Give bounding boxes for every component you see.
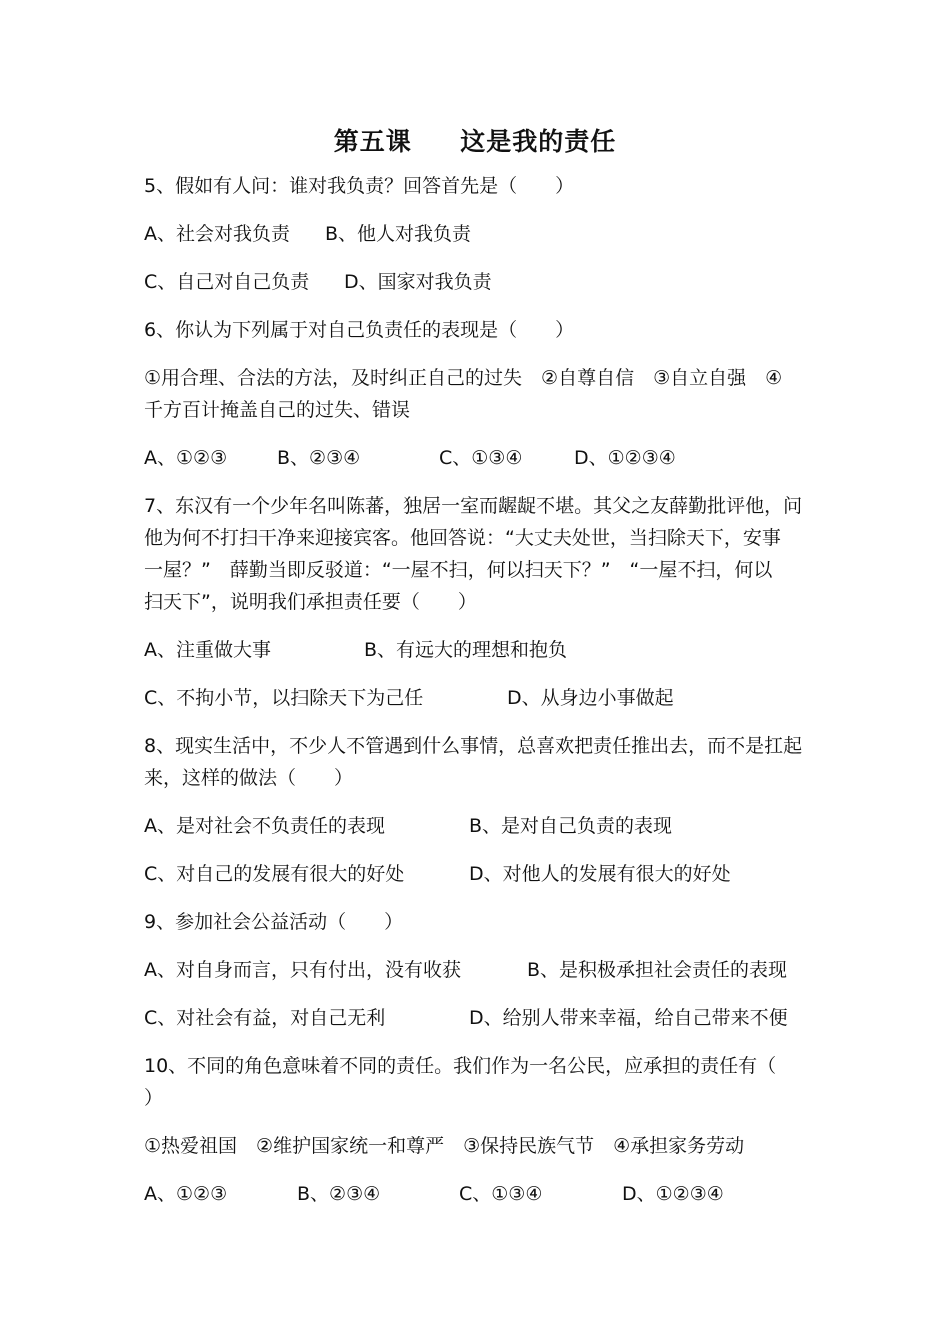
question-7-stem-line-4: 扫天下”，说明我们承担责任要（ ） <box>144 591 477 613</box>
question-10-option-b: B、②③④ <box>297 1183 381 1205</box>
question-5-stem: 5、假如有人问：谁对我负责？回答首先是（ ） <box>144 175 575 197</box>
question-6-option-c: C、①③④ <box>439 447 523 469</box>
question-8-option-d: D、对他人的发展有很大的好处 <box>469 863 731 885</box>
question-7-option-a: A、注重做大事 <box>144 639 271 661</box>
question-8-option-b: B、是对自己负责的表现 <box>469 815 673 837</box>
question-9-option-b: B、是积极承担社会责任的表现 <box>527 959 788 981</box>
question-10-option-a: A、①②③ <box>144 1183 228 1205</box>
question-5-option-b: B、他人对我负责 <box>325 223 472 245</box>
question-9-option-c: C、对社会有益，对自己无利 <box>144 1007 386 1029</box>
question-9-option-d: D、给别人带来幸福，给自己带来不便 <box>469 1007 788 1029</box>
question-6-option-d: D、①②③④ <box>574 447 676 469</box>
question-10-option-c: C、①③④ <box>459 1183 543 1205</box>
question-5-option-a: A、社会对我负责 <box>144 223 290 245</box>
page-title: 第五课 这是我的责任 <box>333 127 617 156</box>
question-8-stem-line-1: 8、现实生活中，不少人不管遇到什么事情，总喜欢把责任推出去，而不是扛起 <box>144 735 803 757</box>
question-7-option-b: B、有远大的理想和抱负 <box>364 639 568 661</box>
question-6-option-b: B、②③④ <box>277 447 361 469</box>
question-10-stem-line-2: ） <box>144 1087 164 1109</box>
question-7-stem-line-1: 7、东汉有一个少年名叫陈蕃，独居一室而龌龊不堪。其父之友薛勤批评他，问 <box>144 495 803 517</box>
question-8-stem-line-2: 来，这样的做法（ ） <box>144 767 354 789</box>
question-7-option-c: C、不拘小节，以扫除天下为己任 <box>144 687 424 709</box>
question-7-stem-line-2: 他为何不打扫干净来迎接宾客。他回答说：“大丈夫处世，当扫除天下，安事 <box>144 527 781 549</box>
question-5-option-c: C、自己对自己负责 <box>144 271 310 293</box>
question-5-option-d: D、国家对我负责 <box>344 271 492 293</box>
question-6-option-a: A、①②③ <box>144 447 228 469</box>
question-6-items-line-2: 千方百计掩盖自己的过失、错误 <box>144 399 411 421</box>
question-7-option-d: D、从身边小事做起 <box>507 687 674 709</box>
question-10-option-d: D、①②③④ <box>622 1183 724 1205</box>
question-8-option-c: C、对自己的发展有很大的好处 <box>144 863 405 885</box>
question-6-items-line-1: ①用合理、合法的方法，及时纠正自己的过失 ②自尊自信 ③自立自强 ④ <box>144 367 783 389</box>
question-9-option-a: A、对自身而言，只有付出，没有收获 <box>144 959 461 981</box>
question-8-option-a: A、是对社会不负责任的表现 <box>144 815 385 837</box>
question-9-stem: 9、参加社会公益活动（ ） <box>144 911 404 933</box>
question-10-items: ①热爱祖国 ②维护国家统一和尊严 ③保持民族气节 ④承担家务劳动 <box>144 1135 745 1157</box>
question-6-stem: 6、你认为下列属于对自己负责任的表现是（ ） <box>144 319 575 341</box>
question-7-stem-line-3: 一屋？” 薛勤当即反驳道：“一屋不扫，何以扫天下？” “一屋不扫，何以 <box>144 559 773 581</box>
question-10-stem-line-1: 10、不同的角色意味着不同的责任。我们作为一名公民，应承担的责任有（ <box>144 1055 777 1077</box>
